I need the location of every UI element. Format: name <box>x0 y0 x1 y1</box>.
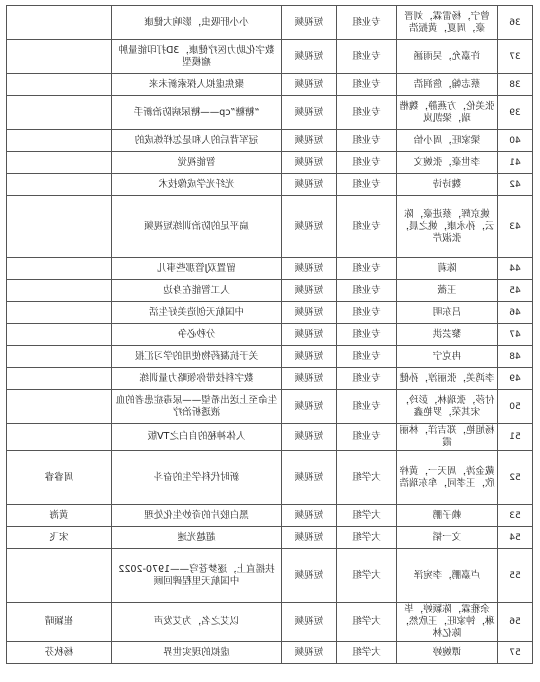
authors-cell: 谭婉婷 <box>397 642 498 664</box>
mentor-cell <box>7 74 112 96</box>
row-number: 38 <box>498 74 533 96</box>
group-cell: 专业组 <box>337 6 397 40</box>
work-title-cell: 人工智能在身边 <box>112 280 282 302</box>
row-number: 55 <box>498 549 533 603</box>
table-row <box>7 390 533 424</box>
mentor-cell <box>7 390 112 424</box>
mentor-cell <box>7 130 112 152</box>
awards-table <box>6 5 533 664</box>
authors-cell: 魏诗诗 <box>397 174 498 196</box>
type-cell: 短视频 <box>282 130 337 152</box>
authors-cell: 曾宁，杨雷霖，刘晋豪，周夏，黄振浩 <box>397 6 498 40</box>
work-title-cell: 新时代科学生的奋斗 <box>112 451 282 505</box>
authors-cell: 付莎，张瑞林，彭玲，宋其荣，罗艳鑫 <box>397 390 498 424</box>
mentor-cell: 崔颖晴 <box>7 603 112 642</box>
authors-cell: 李世豪，张婉文 <box>397 152 498 174</box>
work-title-cell: 人体神秘的自白之TV版 <box>112 424 282 451</box>
work-title-cell: 扶摇直上，逐梦苍穹——1970-2022中国航天里程碑回顾 <box>112 549 282 603</box>
row-number: 50 <box>498 390 533 424</box>
work-title-cell: 以艾之名，为艾发声 <box>112 603 282 642</box>
row-number: 56 <box>498 603 533 642</box>
work-title-cell: 数字科技带你领略力量训练 <box>112 368 282 390</box>
authors-cell: 梁家旺，周小怡 <box>397 130 498 152</box>
authors-cell: 陈莉 <box>397 258 498 280</box>
mentor-cell <box>7 40 112 74</box>
group-cell: 大学组 <box>337 451 397 505</box>
row-number: 42 <box>498 174 533 196</box>
group-cell: 专业组 <box>337 196 397 258</box>
work-title-cell: 小小肝吸虫，影响大健康 <box>112 6 282 40</box>
authors-cell: 文一韬 <box>397 527 498 549</box>
work-title-cell: 光纤光学成像技术 <box>112 174 282 196</box>
group-cell: 专业组 <box>337 40 397 74</box>
group-cell: 专业组 <box>337 324 397 346</box>
mentor-cell: 宋飞 <box>7 527 112 549</box>
authors-cell: 姚京辉，蔡进豪，陈云，孙永康，姚之晨，张淑芹 <box>397 196 498 258</box>
work-title-cell: 扁平足的防治训练短视频 <box>112 196 282 258</box>
table-row <box>7 74 533 96</box>
type-cell: 短视频 <box>282 642 337 664</box>
table-row <box>7 424 533 451</box>
table-row <box>7 368 533 390</box>
work-title-cell: 关于抗凝药物使用的学习汇报 <box>112 346 282 368</box>
type-cell: 短视频 <box>282 96 337 130</box>
authors-cell: 余雅霖，陈颖婷，毕琳，钟家旺，王欣然，陈亿林 <box>397 603 498 642</box>
authors-cell: 杨旭艳，郑吉洋，林丽霞 <box>397 424 498 451</box>
group-cell: 大学组 <box>337 603 397 642</box>
work-title-cell: “糖糖”cp——糖尿病防治新手 <box>112 96 282 130</box>
mentor-cell <box>7 152 112 174</box>
table-row <box>7 196 533 258</box>
table-row <box>7 40 533 74</box>
table-row <box>7 642 533 664</box>
type-cell: 短视频 <box>282 6 337 40</box>
work-title-cell: 中国航天创造美好生活 <box>112 302 282 324</box>
table-row <box>7 174 533 196</box>
type-cell: 短视频 <box>282 280 337 302</box>
type-cell: 短视频 <box>282 324 337 346</box>
mentor-cell <box>7 96 112 130</box>
table-row <box>7 549 533 603</box>
mentor-cell <box>7 368 112 390</box>
table-row <box>7 96 533 130</box>
work-title-cell: 数字化助力医疗健康，3D打印能量肿瘤模型 <box>112 40 282 74</box>
table-row <box>7 324 533 346</box>
group-cell: 专业组 <box>337 424 397 451</box>
table-row <box>7 6 533 40</box>
table-row <box>7 130 533 152</box>
authors-cell: 戴金涛，周天一，黄梓欣，王孝同，牟东瑞浩 <box>397 451 498 505</box>
group-cell: 大学组 <box>337 505 397 527</box>
row-number: 48 <box>498 346 533 368</box>
work-title-cell: 分秒必争 <box>112 324 282 346</box>
row-number: 52 <box>498 451 533 505</box>
mentor-cell: 黄海 <box>7 505 112 527</box>
type-cell: 短视频 <box>282 603 337 642</box>
table-row <box>7 346 533 368</box>
type-cell: 短视频 <box>282 74 337 96</box>
row-number: 36 <box>498 6 533 40</box>
work-title-cell: 黑白胶片的奇妙生化处理 <box>112 505 282 527</box>
row-number: 43 <box>498 196 533 258</box>
type-cell: 短视频 <box>282 258 337 280</box>
work-title-cell: 冠军背后的人和是怎样炼成的 <box>112 130 282 152</box>
type-cell: 短视频 <box>282 174 337 196</box>
work-title-cell: 聚焦虚拟人探索新未来 <box>112 74 282 96</box>
row-number: 46 <box>498 302 533 324</box>
type-cell: 短视频 <box>282 390 337 424</box>
group-cell: 专业组 <box>337 280 397 302</box>
work-title-cell: 留置双J管那些事儿 <box>112 258 282 280</box>
mentor-cell <box>7 258 112 280</box>
table-row <box>7 302 533 324</box>
mentor-cell <box>7 302 112 324</box>
type-cell: 短视频 <box>282 549 337 603</box>
type-cell: 短视频 <box>282 505 337 527</box>
row-number: 41 <box>498 152 533 174</box>
table-row <box>7 280 533 302</box>
table-row <box>7 152 533 174</box>
table-row <box>7 527 533 549</box>
mentor-cell <box>7 6 112 40</box>
group-cell: 专业组 <box>337 258 397 280</box>
group-cell: 大学组 <box>337 527 397 549</box>
mentor-cell: 杨秋芬 <box>7 642 112 664</box>
authors-cell: 许嘉允，吴雨涵 <box>397 40 498 74</box>
row-number: 47 <box>498 324 533 346</box>
type-cell: 短视频 <box>282 527 337 549</box>
authors-cell: 张美伦，方燕静，魏楷瑞，梁凯岚 <box>397 96 498 130</box>
table-row <box>7 258 533 280</box>
group-cell: 大学组 <box>337 642 397 664</box>
group-cell: 专业组 <box>337 390 397 424</box>
work-title-cell: 智能视觉 <box>112 152 282 174</box>
authors-cell: 冉克宁 <box>397 346 498 368</box>
mentor-cell: 周睿睿 <box>7 451 112 505</box>
row-number: 54 <box>498 527 533 549</box>
authors-cell: 蔡志翰，詹润浩 <box>397 74 498 96</box>
type-cell: 短视频 <box>282 40 337 74</box>
group-cell: 专业组 <box>337 368 397 390</box>
authors-cell: 吕东明 <box>397 302 498 324</box>
row-number: 53 <box>498 505 533 527</box>
row-number: 39 <box>498 96 533 130</box>
type-cell: 短视频 <box>282 424 337 451</box>
work-title-cell: 虚拟的现实世界 <box>112 642 282 664</box>
authors-cell: 李鸿美，张丽淳，孙健 <box>397 368 498 390</box>
work-title-cell: 超越光速 <box>112 527 282 549</box>
mirrored-document-table <box>7 5 533 664</box>
table-body <box>7 6 533 664</box>
mentor-cell <box>7 549 112 603</box>
row-number: 40 <box>498 130 533 152</box>
authors-cell: 王薇 <box>397 280 498 302</box>
authors-cell: 赖子鹏 <box>397 505 498 527</box>
mentor-cell <box>7 280 112 302</box>
row-number: 44 <box>498 258 533 280</box>
mentor-cell <box>7 424 112 451</box>
table-row <box>7 505 533 527</box>
row-number: 45 <box>498 280 533 302</box>
mentor-cell <box>7 324 112 346</box>
row-number: 57 <box>498 642 533 664</box>
authors-cell: 卢嘉鹏，李宛泽 <box>397 549 498 603</box>
group-cell: 大学组 <box>337 549 397 603</box>
type-cell: 短视频 <box>282 196 337 258</box>
type-cell: 短视频 <box>282 346 337 368</box>
group-cell: 专业组 <box>337 346 397 368</box>
group-cell: 专业组 <box>337 152 397 174</box>
type-cell: 短视频 <box>282 368 337 390</box>
mentor-cell <box>7 196 112 258</box>
group-cell: 专业组 <box>337 74 397 96</box>
mentor-cell <box>7 346 112 368</box>
row-number: 49 <box>498 368 533 390</box>
type-cell: 短视频 <box>282 152 337 174</box>
group-cell: 专业组 <box>337 174 397 196</box>
type-cell: 短视频 <box>282 451 337 505</box>
table-row <box>7 451 533 505</box>
work-title-cell: 生命至上送出希望——尿毒症患者的血液透析治疗 <box>112 390 282 424</box>
group-cell: 专业组 <box>337 130 397 152</box>
group-cell: 专业组 <box>337 302 397 324</box>
mentor-cell <box>7 174 112 196</box>
row-number: 37 <box>498 40 533 74</box>
row-number: 51 <box>498 424 533 451</box>
table-row <box>7 603 533 642</box>
type-cell: 短视频 <box>282 302 337 324</box>
group-cell: 专业组 <box>337 96 397 130</box>
authors-cell: 黎芸洪 <box>397 324 498 346</box>
